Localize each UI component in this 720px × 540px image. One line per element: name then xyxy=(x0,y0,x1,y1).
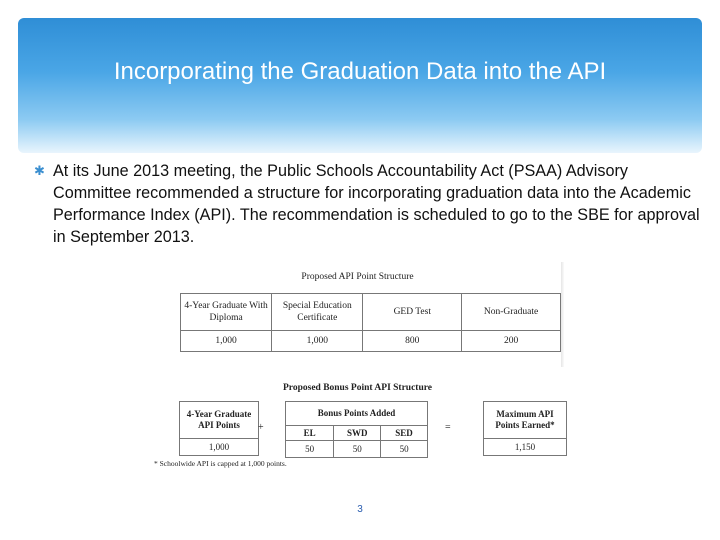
table-cell: 1,150 xyxy=(484,439,567,456)
plus-sign: + xyxy=(258,422,264,433)
table-header-cell: 4-Year Graduate API Points xyxy=(180,402,259,439)
table-row xyxy=(286,402,428,426)
table-header-cell: Maximum API Points Earned* xyxy=(484,402,567,439)
table-cell: 50 xyxy=(381,441,428,458)
asterisk-bullet-icon: ✱ xyxy=(34,163,45,178)
api-point-table xyxy=(180,293,561,352)
equals-sign: = xyxy=(445,422,451,433)
table-cell: 1,000 xyxy=(272,331,363,352)
graduate-points-table xyxy=(179,401,259,456)
slide-title: Incorporating the Graduation Data into the API xyxy=(113,58,607,85)
table-header-cell: Bonus Points Added xyxy=(286,402,428,426)
table-header-cell: Non-Graduate xyxy=(462,294,561,331)
table-row xyxy=(180,439,259,456)
table-row xyxy=(286,441,428,458)
table-header-cell: Special Education Certificate xyxy=(272,294,363,331)
page-number: 3 xyxy=(357,504,363,515)
table-row xyxy=(181,331,561,352)
embedded-document-image xyxy=(150,262,565,472)
table2-caption: Proposed Bonus Point API Structure xyxy=(282,383,433,393)
table-row xyxy=(484,402,567,439)
table-row xyxy=(286,426,428,441)
table-row xyxy=(181,294,561,331)
bullet-text: At its June 2013 meeting, the Public Schools Accountability Act (PSAA) Advisory Committee recommended a structure for incorporating graduation data into the Academic Performance Index (API). The recommendation is scheduled to go to the SBE for approval in September 2013. xyxy=(53,162,700,246)
table-cell: 1,000 xyxy=(180,439,259,456)
table-header-cell: SED xyxy=(381,426,428,441)
maximum-points-table xyxy=(483,401,567,456)
table-header-cell: GED Test xyxy=(363,294,462,331)
table-cell: 200 xyxy=(462,331,561,352)
table-header-cell: 4-Year Graduate With Diploma xyxy=(181,294,272,331)
table-cell: 800 xyxy=(363,331,462,352)
table-header-cell: EL xyxy=(286,426,334,441)
footnote: * Schoolwide API is capped at 1,000 points. xyxy=(154,459,287,468)
table-row xyxy=(180,402,259,439)
title-band xyxy=(18,18,702,153)
bonus-points-table xyxy=(285,401,428,458)
table-row xyxy=(484,439,567,456)
table-cell: 1,000 xyxy=(181,331,272,352)
table-cell: 50 xyxy=(286,441,334,458)
table-header-cell: SWD xyxy=(334,426,381,441)
table-cell: 50 xyxy=(334,441,381,458)
table1-caption: Proposed API Point Structure xyxy=(301,272,414,282)
